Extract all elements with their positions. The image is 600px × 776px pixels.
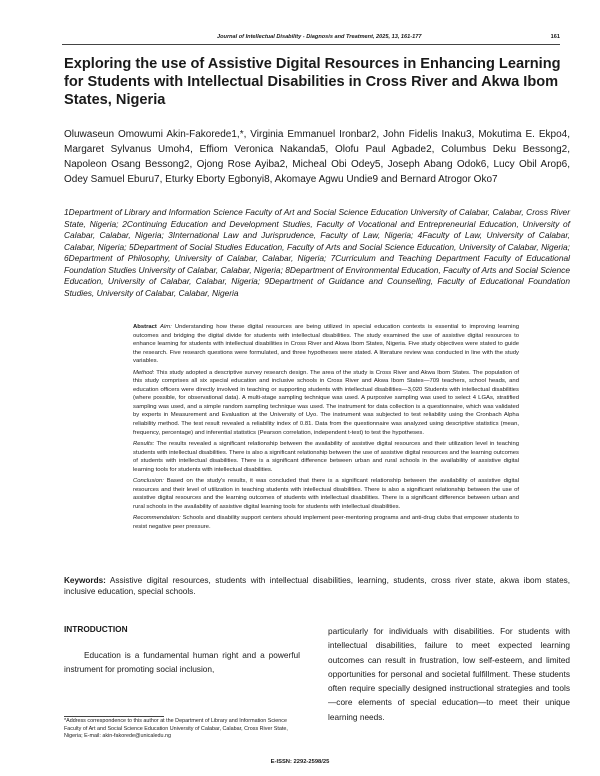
results-text: The results revealed a significant relationship between the availability of assistive digital resources and their utilization level in teaching students with intellectual disabilities. There is also a significant relationship between the use of assistive digital resources and the learning outcomes of students with intellectual disabilities. There is a significant difference between urban and rural schools in the availability of assistive digital learning tools for students with intellectual disabilities. — [133, 441, 520, 473]
recommendation-label: Recommendation: — [133, 515, 181, 522]
abstract-label: Abstract — [133, 324, 157, 330]
abstract-conclusion — [133, 477, 519, 511]
conclusion-text: Based on the study's results, it was concluded that there is a significant relationship between the availability of assistive digital resources and their level of utilization in teaching students with intellectual disabilities. There is also a significant relationship between the use of assistive digital resources and the learning outcomes of students with intellectual disabilities. There is a significant difference between urban and rural schools in the availability of assistive digital learning tools for students with intellectual disabilities. — [133, 478, 519, 510]
aim-text: Understanding how these digital resources are being utilized in special education contexts is essential to improving learning outcomes and bridging the digital divide for students with intellectual disabilities. The study examined the use of assistive digital resources to enhance learning for students with intellectual disabilities in Cross River and Akwa Ibom States, Nigeria. Five study objectives were stated to guide the research. Five research questions were formulated, and three hypotheses were stated. A literature review was conducted in line with the study variables. — [133, 324, 520, 365]
conclusion-label: Conclusion: — [133, 478, 164, 485]
author-list: Oluwaseun Omowumi Akin-Fakorede1,*, Virginia Emmanuel Ironbar2, John Fidelis Inaku3, Mokutima E. Ekpo4, Margaret Sylvanus Umoh4, Effiom Veronica Nakanda5, Olofu Paul Agbade2, Columbus Deku Bessong2, Napoleon Osang Bessong2, Ojong Rose Ayiba2, Micheal Obi Odey5, Joseph Abang Odok6, Lucy Obil Arop6, Odey Samuel Eburu7, Eturky Eborty Egbonyi8, Akomaye Agwu Undie9 and Bernard Atrogor Oko7 — [64, 129, 570, 185]
recommendation-text: Schools and disability support centers should implement peer-mentoring programs and anti-drug clubs that empower students to resist negative peer pressure. — [133, 515, 519, 531]
correspondence-footnote: *Address correspondence to this author at the Department of Library and Information Science Faculty of Art and Social Science Education University of Calabar, Calabar, Cross River State, Nigeria; E-mail: akin-fakorede@unicaledu.ng — [64, 718, 288, 739]
abstract-recommendation — [133, 514, 519, 531]
footnote-divider — [64, 716, 164, 717]
introduction-right-text: particularly for individuals with disabilities. For students with intellectual disabilities, failure to meet expected learning outcomes can result in frustration, low self-esteem, and limited opportunities for personal and societal fulfillment. These students often require specially designed instructional strategies and tools—core elements of special education—to meet their unique learning needs. — [328, 626, 570, 722]
abstract-aim — [133, 323, 519, 366]
aim-label: Aim: — [159, 324, 172, 330]
issn-footer: E-ISSN: 2292-2598/25 — [270, 759, 330, 765]
abstract-method — [133, 369, 519, 437]
introduction-left-text: Education is a fundamental human right and a powerful instrument for promoting social inclusion, — [64, 650, 300, 675]
abstract-results — [133, 440, 519, 474]
keywords-label: Keywords: — [64, 576, 106, 585]
method-label: Method: — [133, 369, 155, 376]
journal-citation: Journal of Intellectual Disability - Diagnosis and Treatment, 2025, 13, 161-177 — [217, 34, 422, 40]
results-label: Results: — [133, 441, 155, 448]
article-title: Exploring the use of Assistive Digital Resources in Enhancing Learning for Students with Intellectual Disabilities in Cross River and Akwa Ibom States, Nigeria — [64, 56, 561, 108]
keywords — [64, 575, 570, 598]
introduction-heading: INTRODUCTION — [64, 624, 128, 634]
keywords-text: Assistive digital resources, students with intellectual disabilities, learning, students, cross river state, akwa ibom states, inclusive education, special schools. — [64, 576, 571, 597]
right-column — [328, 624, 570, 724]
header-divider — [62, 44, 560, 45]
left-column — [64, 624, 300, 677]
running-header — [62, 31, 560, 45]
page-number: 161 — [550, 34, 560, 40]
method-text: This study adopted a descriptive survey research design. The area of the study is Cross River and Akwa Ibom States. The population of this study comprises all six special education and inclusive schools in Cross River and Akwa Ibom States—709 teachers, school heads, and education officers were directly involved in teaching or supporting students with intellectual disabilities—3,020 Students with intellectual disabilities (where possible, for observational data). A multi-stage sampling technique was used. A purposive sampling was used to select 4 LGAs, stratified sampling was used, and a simple random sampling technique was used. The instrument for data collection is a questionnaire, which was validated by experts in Measurement and Evaluation at the University of Uyo. The instrument was subjected to test reliability using the Cronbach Alpha reliability method. The test result revealed a reliability index of 0.81. Data from the questionnaire was analyzed using descriptive statistics (mean, frequency, percentage) and inferential statistics (Pearson correlation, independent t-test) to test the hypotheses. — [133, 369, 519, 436]
affiliations: 1Department of Library and Information Science Faculty of Art and Social Science Education University of Calabar, Calabar, Cross River State, Nigeria; 2Continuing Education and Development Studies, Faculty of Vocational and Entrepreneurial Education, University of Calabar, Calabar, Nigeria; 3International Law and Jurisprudence, Faculty of Law, Nigeria; 4Faculty of Law, University of Calabar, Calabar, Nigeria; 5Department of Social Studies Education, Faculty of Arts and Social Science Education, University of Calabar, Nigeria; 6Department of Philosophy, University of Calabar, Calabar, Nigeria; 7Curriculum and Teaching Department Faculty of Educational Foundation Studies University of Calabar, Calabar, Nigeria; 8Department of Environmental Education, Faculty of Arts and Social Science Education, University of Calabar, Calabar, Nigeria; 9Department of Guidance and Counselling, Faculty of Educational Foundation Studies, University of Calabar, Calabar, Nigeria — [64, 207, 570, 298]
abstract-block — [133, 323, 519, 535]
